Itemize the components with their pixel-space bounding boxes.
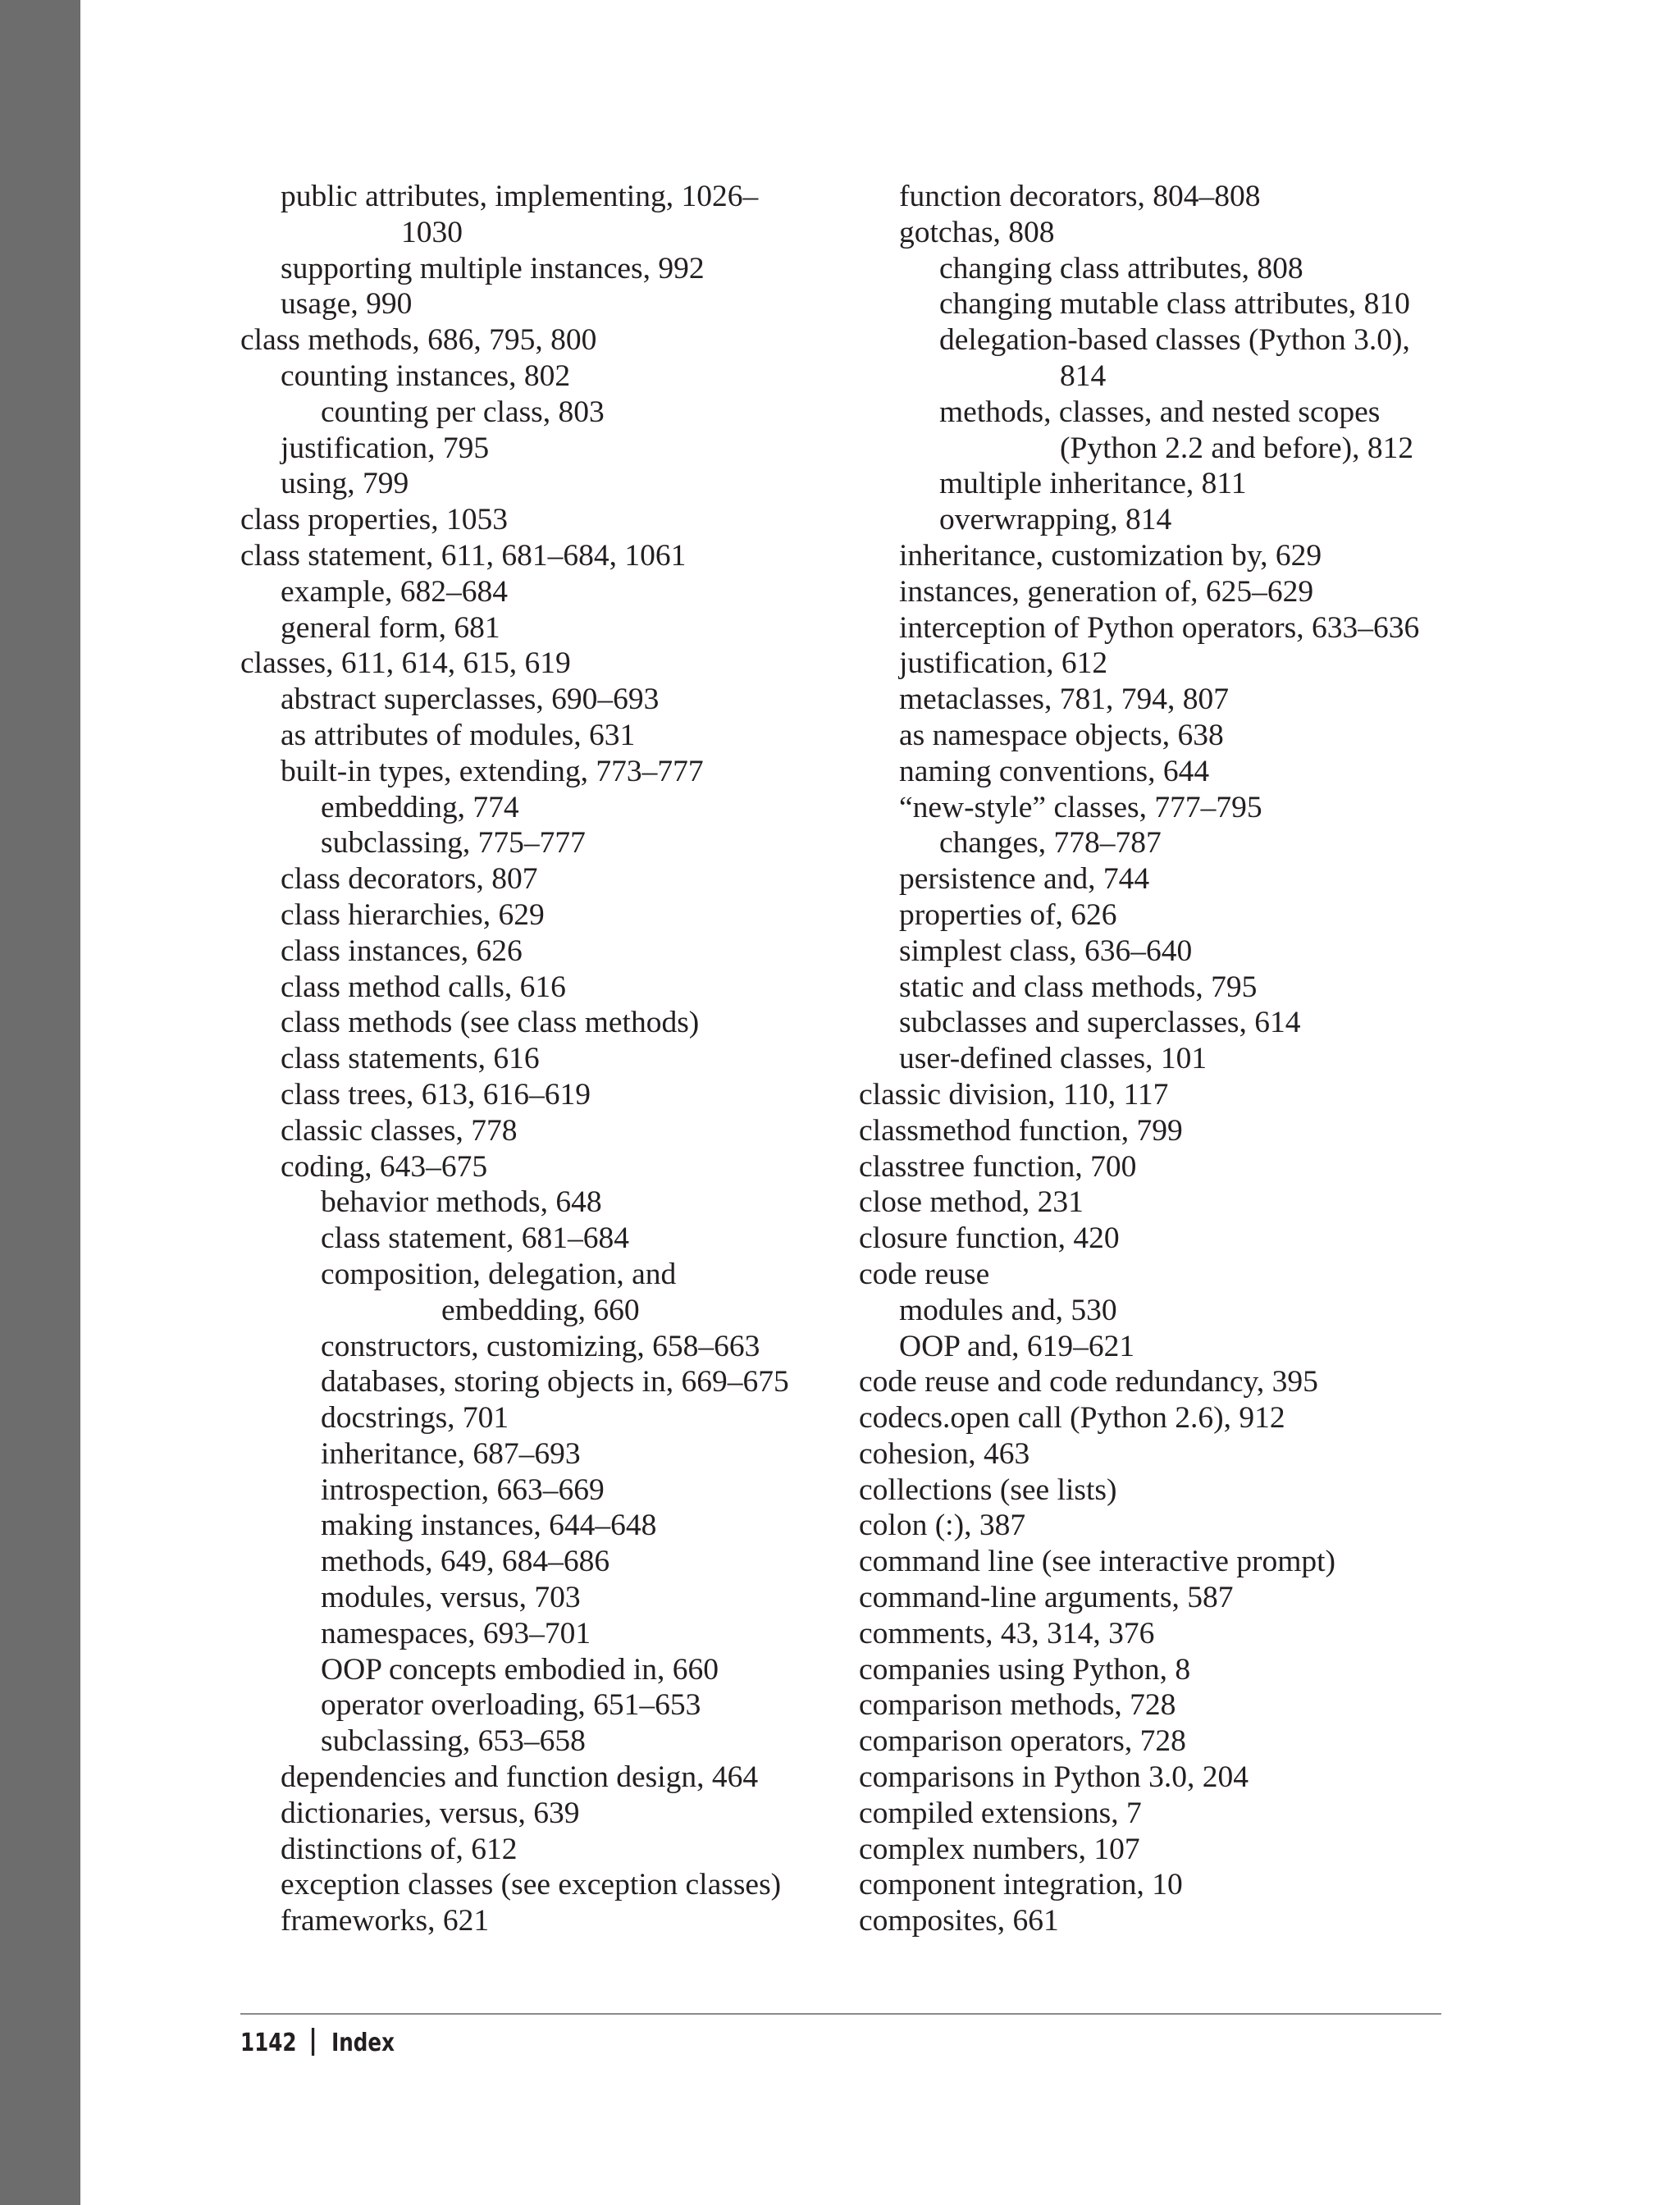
index-entry [240,1760,864,1796]
index-entry [240,646,864,682]
index-entry [859,1077,1499,1113]
index-entry [859,1005,1499,1041]
index-entry [859,251,1499,287]
index-entry-text: introspection, 663–669 [321,1472,605,1507]
index-entry-continuation: (Python 2.2 and before), 812 [1060,431,1414,465]
index-entry [240,682,864,718]
index-entry-text: comparison methods, 728 [859,1688,1176,1723]
index-entry [240,897,864,934]
index-entry [859,897,1499,934]
index-entry-text: command line (see interactive prompt) [859,1545,1336,1579]
index-entry [859,610,1499,646]
index-entry-continuation: 814 [1060,358,1107,393]
index-entry [859,1472,1499,1509]
index-entry-text: component integration, 10 [859,1868,1183,1902]
index-entry [859,970,1499,1006]
index-entry [859,825,1499,861]
index-entry-text: overwrapping, 814 [939,503,1172,537]
index-entry [240,934,864,970]
index-entry-text: using, 799 [281,467,409,501]
index-entry [240,1436,864,1472]
index-entry-text: classmethod function, 799 [859,1113,1183,1148]
index-entry-text: collections (see lists) [859,1472,1117,1507]
index-entry-text: example, 682–684 [281,574,509,609]
index-entry-text: naming conventions, 644 [899,754,1210,788]
index-entry-text: databases, storing objects in, 669–675 [321,1365,789,1399]
index-entry-text: instances, generation of, 625–629 [899,574,1314,609]
index-entry-text: classes, 611, 614, 615, 619 [240,646,571,681]
index-entry [240,1041,864,1077]
index-entry [240,1113,864,1149]
index-entry [240,1580,864,1616]
index-entry-text: constructors, customizing, 658–663 [321,1329,760,1363]
index-entry [240,718,864,754]
index-entry-text: changes, 778–787 [939,826,1162,861]
index-entry-text: user-defined classes, 101 [899,1042,1208,1076]
index-entry-text: OOP and, 619–621 [899,1329,1135,1363]
index-entry-text: composites, 661 [859,1904,1059,1938]
index-entry [859,1436,1499,1472]
index-entry [240,1544,864,1580]
index-entry [859,1149,1499,1185]
index-entry [240,1867,864,1903]
index-entry [240,1652,864,1688]
index-entry-text: class method calls, 616 [281,970,566,1004]
index-entry-text: dependencies and function design, 464 [281,1760,759,1795]
index-entry [240,970,864,1006]
index-entry-text: as attributes of modules, 631 [281,718,636,752]
index-entry [859,1687,1499,1723]
index-entry [240,1796,864,1832]
index-entry-text: justification, 795 [281,431,490,465]
index-entry-text: metaclasses, 781, 794, 807 [899,682,1230,717]
index-entry-text: justification, 612 [899,646,1108,681]
index-entry [859,322,1499,395]
index-entry-text: class hierarchies, 629 [281,897,545,932]
index-entry [240,1903,864,1939]
index-entry-text: closure function, 420 [859,1221,1120,1256]
index-entry-text: delegation-based classes (Python 3.0), [939,323,1410,358]
index-entry-text: “new-style” classes, 777–795 [899,790,1262,824]
index-entry [859,1113,1499,1149]
index-entry-text: coding, 643–675 [281,1149,488,1184]
index-entry-text: general form, 681 [281,610,500,645]
index-entry-text: comparisons in Python 3.0, 204 [859,1760,1249,1795]
index-entry-text: class properties, 1053 [240,503,508,537]
index-entry [240,1616,864,1652]
index-entry [859,646,1499,682]
index-entry-text: class instances, 626 [281,934,523,968]
index-entry-text: abstract superclasses, 690–693 [281,682,660,717]
index-entry [859,1329,1499,1365]
index-entry [859,1832,1499,1868]
index-entry-text: close method, 231 [859,1185,1084,1220]
index-entry-text: composition, delegation, and [321,1257,677,1291]
page-number: 1142 [240,2029,297,2057]
index-entry [240,251,864,287]
index-entry-text: properties of, 626 [899,897,1117,932]
index-entry [240,1005,864,1041]
index-entry-continuation: 1030 [401,215,463,249]
index-entry [240,790,864,826]
index-entry [240,322,864,358]
index-entry [859,1544,1499,1580]
index-entry [240,358,864,395]
index-entry-text: built-in types, extending, 773–777 [281,754,704,788]
index-entry [859,502,1499,538]
index-entry-text: dictionaries, versus, 639 [281,1796,580,1830]
index-entry-text: methods, 649, 684–686 [321,1545,610,1579]
index-entry-text: usage, 990 [281,287,413,322]
index-entry [240,1508,864,1544]
index-entry-text: complex numbers, 107 [859,1832,1140,1866]
index-entry [859,718,1499,754]
index-entry [240,1364,864,1400]
index-entry [859,538,1499,574]
index-entry [240,1257,864,1329]
index-entry [240,538,864,574]
index-entry [240,1723,864,1760]
index-entry-text: command-line arguments, 587 [859,1581,1234,1615]
index-entry [859,1723,1499,1760]
index-entry-text: methods, classes, and nested scopes [939,395,1381,429]
index-entry-text: class methods, 686, 795, 800 [240,323,597,358]
index-entry-text: embedding, 774 [321,790,519,824]
index-entry-text: inheritance, customization by, 629 [899,538,1322,573]
index-entry-text: namespaces, 693–701 [321,1616,591,1650]
index-entry [240,610,864,646]
index-entry [859,286,1499,322]
index-entry [240,1472,864,1509]
index-entry-text: codecs.open call (Python 2.6), 912 [859,1401,1285,1436]
index-entry [240,861,864,897]
index-entry-text: changing mutable class attributes, 810 [939,287,1410,322]
index-entry [859,1257,1499,1293]
index-entry-text: class trees, 613, 616–619 [281,1077,591,1112]
index-entry [859,1652,1499,1688]
index-column-right [859,179,1499,1939]
index-entry-text: making instances, 644–648 [321,1509,657,1543]
index-entry [859,682,1499,718]
index-entry [859,574,1499,610]
index-entry [859,1903,1499,1939]
footer-rule [240,2013,1441,2015]
index-entry [859,466,1499,502]
index-entry [240,1149,864,1185]
index-entry-text: companies using Python, 8 [859,1652,1191,1687]
index-entry-text: docstrings, 701 [321,1401,509,1436]
index-entry-text: supporting multiple instances, 992 [281,251,705,285]
index-entry-text: comments, 43, 314, 376 [859,1616,1155,1650]
index-entry-text: code reuse [859,1257,990,1291]
index-entry-text: frameworks, 621 [281,1904,490,1938]
index-entry [240,502,864,538]
index-entry [859,1508,1499,1544]
index-entry-text: modules and, 530 [899,1293,1117,1327]
index-entry-text: modules, versus, 703 [321,1581,581,1615]
index-entry-text: classtree function, 700 [859,1149,1137,1184]
index-entry-text: function decorators, 804–808 [899,180,1261,213]
index-entry [240,1329,864,1365]
index-entry-text: comparison operators, 728 [859,1724,1186,1759]
index-entry [859,1760,1499,1796]
index-entry [859,754,1499,790]
index-entry [859,215,1499,251]
index-entry-text: class statements, 616 [281,1042,540,1076]
index-entry-text: gotchas, 808 [899,215,1055,249]
index-entry [240,1077,864,1113]
index-column-left [240,179,864,1939]
index-entry-text: changing class attributes, 808 [939,251,1303,285]
index-entry [240,1221,864,1257]
index-entry-text: static and class methods, 795 [899,970,1258,1004]
index-entry [240,431,864,467]
index-entry [240,574,864,610]
index-entry-text: inheritance, 687–693 [321,1436,581,1471]
index-entry [859,790,1499,826]
index-entry-text: exception classes (see exception classes) [281,1868,782,1902]
index-entry-continuation: embedding, 660 [441,1293,640,1327]
index-entry-text: OOP concepts embodied in, 660 [321,1652,719,1687]
index-entry [859,1616,1499,1652]
index-entry [859,179,1499,215]
index-entry-text: class methods (see class methods) [281,1006,700,1040]
index-entry [240,179,864,251]
index-entry [240,825,864,861]
index-entry [240,466,864,502]
index-entry [859,1400,1499,1436]
index-entry-text: as namespace objects, 638 [899,718,1224,752]
index-entry-text: counting per class, 803 [321,395,605,429]
index-entry [859,1293,1499,1329]
index-entry-text: subclassing, 653–658 [321,1724,586,1759]
index-entry-text: subclasses and superclasses, 614 [899,1006,1301,1040]
index-entry-text: interception of Python operators, 633–636 [899,610,1420,645]
index-entry [859,1867,1499,1903]
index-entry [859,1041,1499,1077]
index-entry [859,1796,1499,1832]
index-entry-text: class decorators, 807 [281,862,538,897]
index-entry [859,861,1499,897]
index-entry-text: operator overloading, 651–653 [321,1688,701,1723]
footer-separator [312,2028,314,2056]
index-entry-text: subclassing, 775–777 [321,826,586,861]
index-entry-text: code reuse and code redundancy, 395 [859,1365,1318,1399]
index-entry [859,1580,1499,1616]
index-entry-text: class statement, 611, 681–684, 1061 [240,538,687,573]
index-entry-text: distinctions of, 612 [281,1832,518,1866]
index-entry-text: colon (:), 387 [859,1509,1026,1543]
index-entry-text: counting instances, 802 [281,358,571,393]
index-entry [859,1221,1499,1257]
index-entry-text: class statement, 681–684 [321,1221,629,1256]
index-entry-text: classic classes, 778 [281,1113,518,1148]
index-entry-text: public attributes, implementing, 1026– [281,180,759,213]
index-entry [240,754,864,790]
index-entry-text: behavior methods, 648 [321,1185,602,1220]
index-entry [240,1832,864,1868]
footer-section: Index [331,2029,395,2057]
index-entry-text: compiled extensions, 7 [859,1796,1142,1830]
index-entry-text: persistence and, 744 [899,862,1150,897]
index-entry [859,1364,1499,1400]
index-entry-text: cohesion, 463 [859,1436,1030,1471]
index-entry-text: simplest class, 636–640 [899,934,1193,968]
index-entry-text: multiple inheritance, 811 [939,467,1247,501]
index-entry [859,395,1499,467]
index-entry-text: classic division, 110, 117 [859,1077,1169,1112]
index-entry [859,1185,1499,1221]
index-entry [240,1687,864,1723]
index-entry [240,286,864,322]
index-entry [240,395,864,431]
index-entry [859,934,1499,970]
index-entry [240,1185,864,1221]
page-edge-bar [0,0,80,2205]
index-entry [240,1400,864,1436]
page-footer [240,2028,395,2059]
